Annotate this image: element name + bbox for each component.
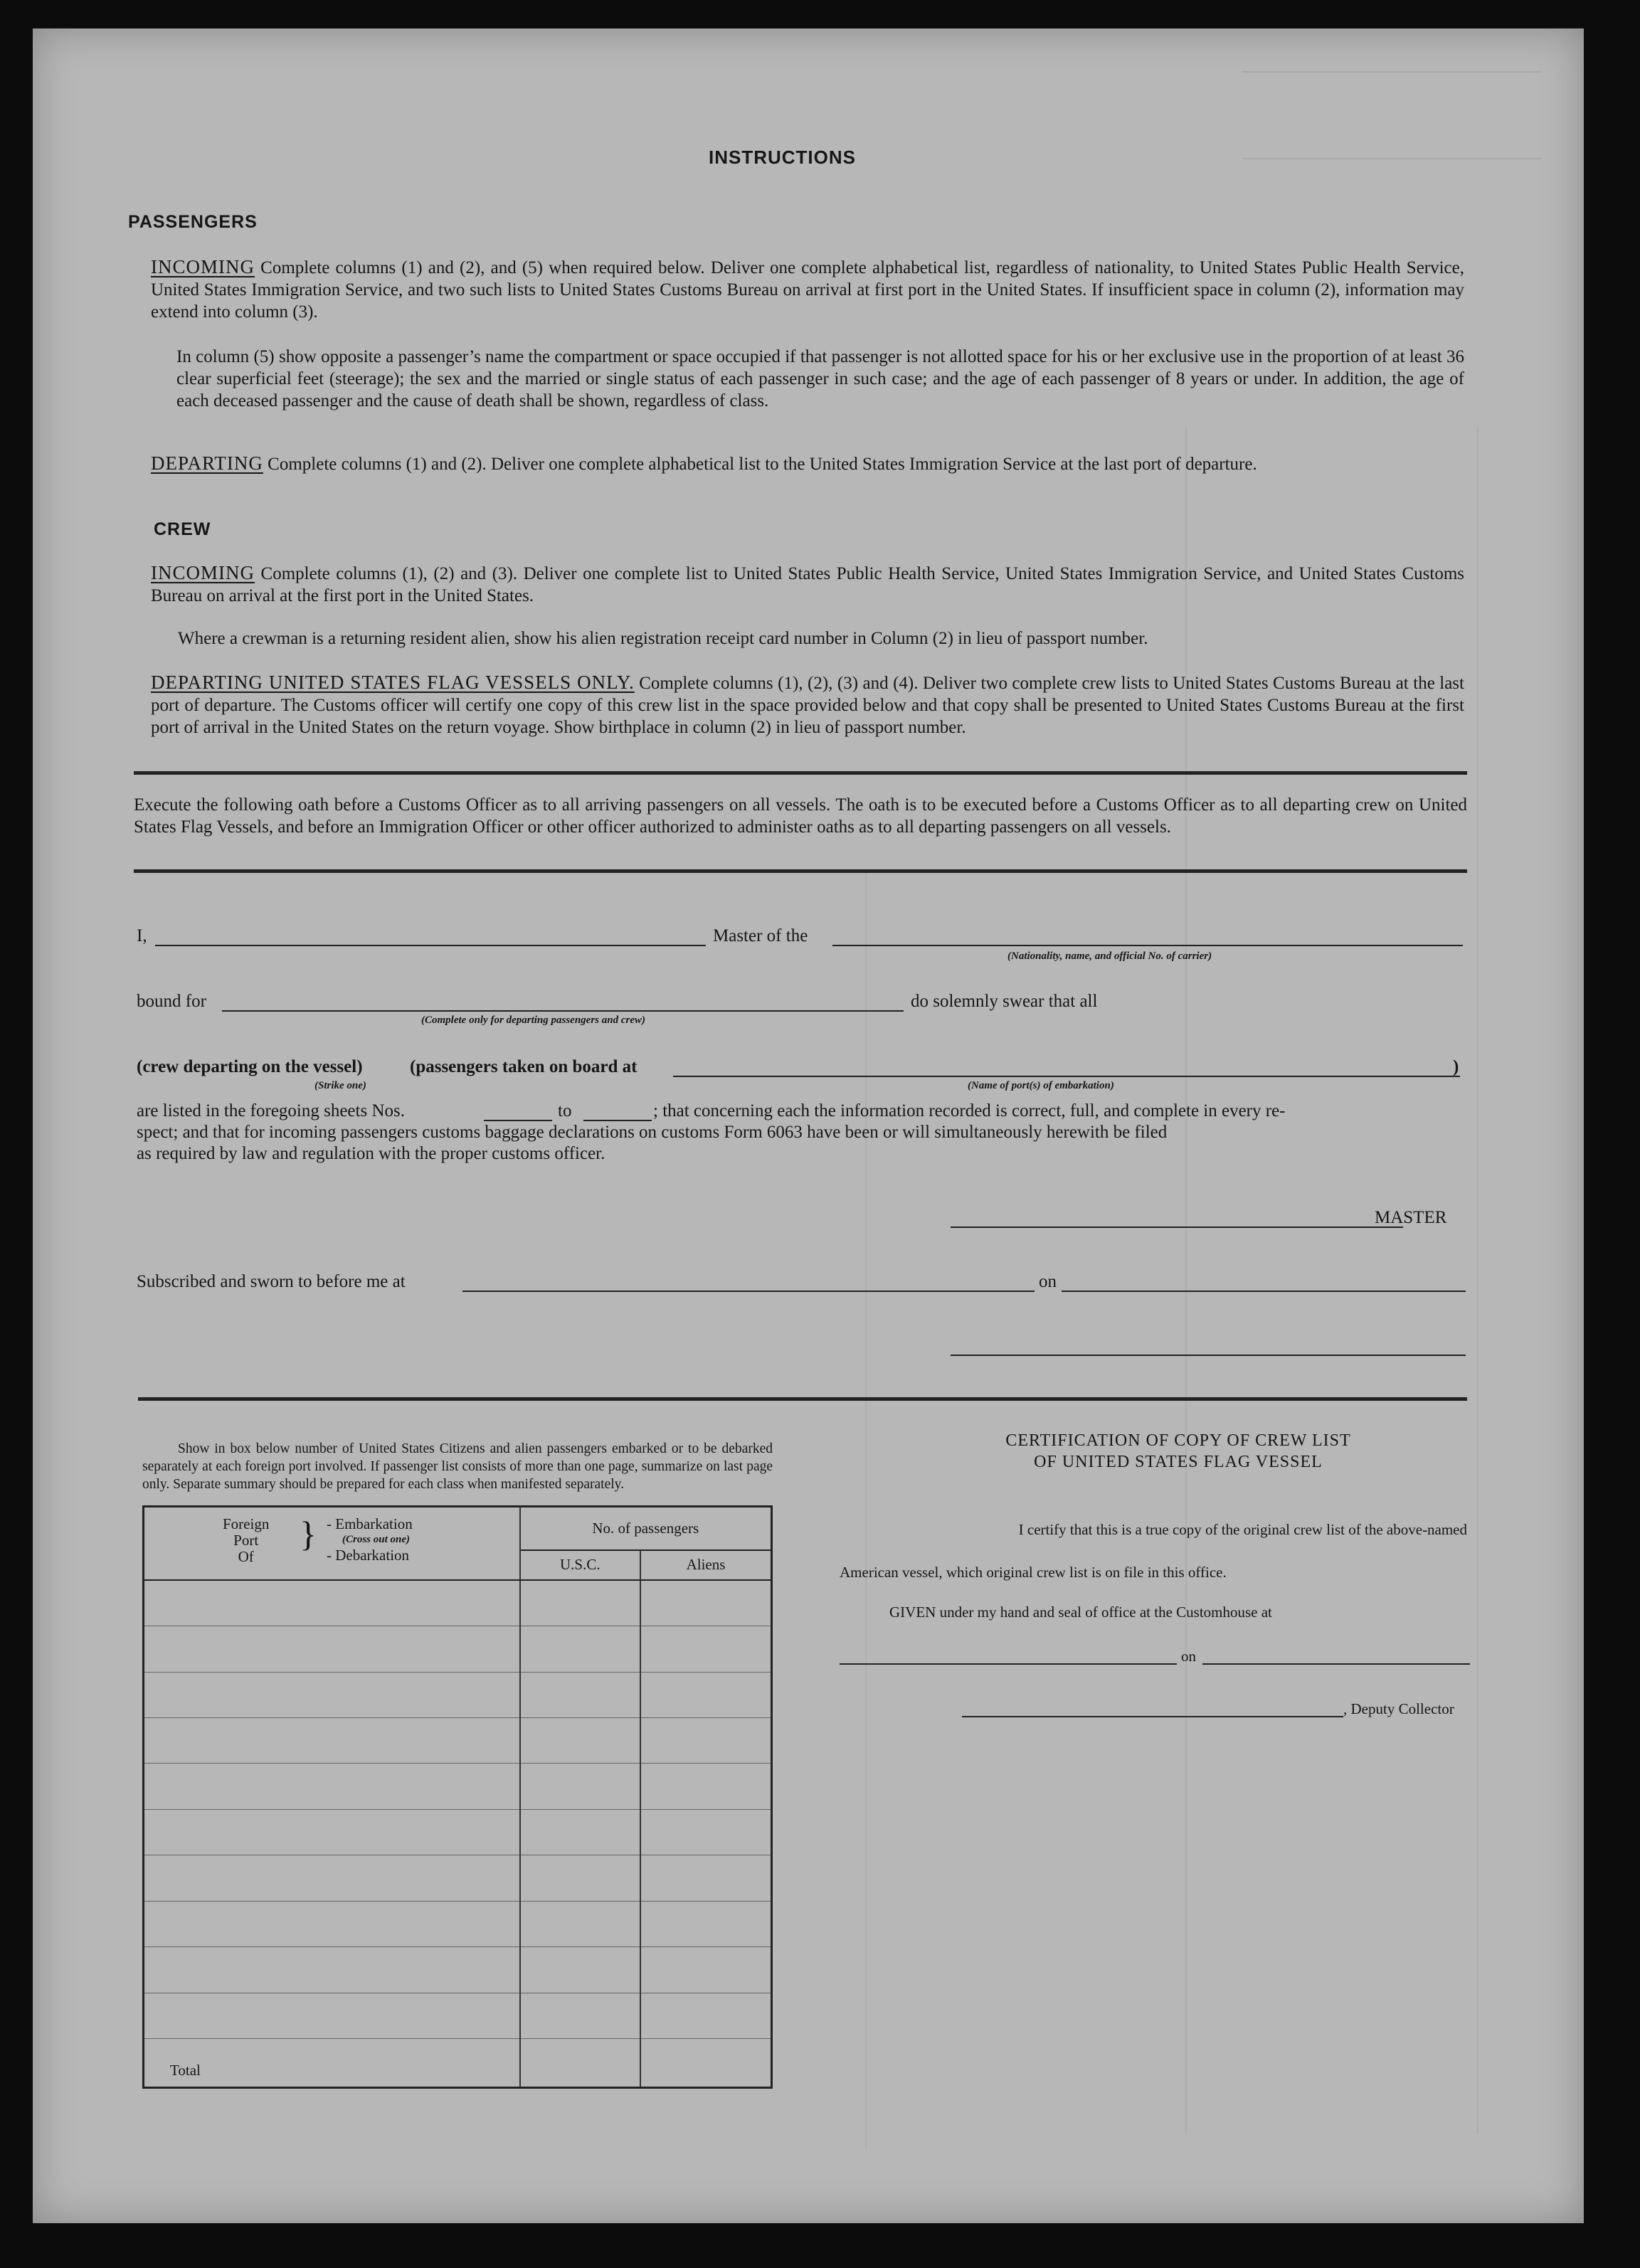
listed-rest-text: ; that concerning each the information recorded is correct, full, and complete in every re- xyxy=(653,1101,1286,1120)
crew-departing-label: DEPARTING UNITED STATES FLAG VESSELS ONLY. xyxy=(151,672,635,693)
port-cell[interactable] xyxy=(144,1855,520,1901)
aliens-cell[interactable] xyxy=(640,1764,771,1809)
strike-one-note: (Strike one) xyxy=(314,1080,366,1091)
section-divider xyxy=(134,869,1467,873)
summary-note: Show in box below number of United States Citizens and alien passengers embarked or to be debarked separately at each foreign port involved. If passenger list consists of more than one page, summarize on last page only. Separate summary should be prepared for each class when manifested separately. xyxy=(142,1441,773,1492)
oath-i-label: I, xyxy=(137,926,147,945)
aliens-cell[interactable] xyxy=(640,1901,771,1946)
usc-cell[interactable] xyxy=(520,1809,641,1855)
cross-out-note: (Cross out one) xyxy=(342,1534,411,1545)
listed-sheets-text: are listed in the foregoing sheets Nos. xyxy=(137,1101,405,1120)
sworn-date-field[interactable] xyxy=(1062,1291,1466,1292)
given-text: GIVEN under my hand and seal of office at the Customhouse at xyxy=(889,1604,1272,1621)
port-cell[interactable] xyxy=(144,1672,520,1717)
usc-header: U.S.C. xyxy=(520,1550,641,1580)
cert-on-label: on xyxy=(1181,1648,1196,1665)
usc-cell[interactable] xyxy=(520,1901,641,1946)
officer-signature-field[interactable] xyxy=(951,1355,1466,1356)
crew-resident-alien-text: Where a crewman is a returning resident alien, show his alien registration receipt card number in Column (2) in lieu of passport number. xyxy=(178,629,1148,648)
bleed-through-mark xyxy=(865,868,867,2148)
sheet-from-field[interactable] xyxy=(484,1120,552,1121)
oath-intro-text: Execute the following oath before a Customs Officer as to all arriving passengers on all vessels. The oath is to be executed before a Customs Officer as to all departing crew on United States Flag Vessels, and before an Immigration Officer or other officer authorized to administer oaths as to all departing passengers on all vessels. xyxy=(134,795,1467,837)
embarkation-port-field[interactable] xyxy=(673,1076,1460,1077)
to-label: to xyxy=(558,1101,572,1120)
close-paren: ) xyxy=(1453,1057,1459,1076)
master-name-field[interactable] xyxy=(155,945,706,946)
carrier-note: (Nationality, name, and official No. of carrier) xyxy=(1007,950,1212,962)
passengers-taken-option[interactable]: (passengers taken on board at xyxy=(410,1057,638,1076)
crew-departing-option[interactable]: (crew departing on the vessel) xyxy=(137,1057,363,1076)
usc-cell[interactable] xyxy=(520,1717,641,1763)
aliens-total-cell[interactable] xyxy=(640,2039,771,2088)
port-cell[interactable] xyxy=(144,1764,520,1809)
certification-title-line-2: OF UNITED STATES FLAG VESSEL xyxy=(1034,1453,1323,1471)
port-label: Port xyxy=(233,1532,259,1549)
embarkation-label[interactable]: - Embarkation xyxy=(327,1515,413,1532)
cert-date-field[interactable] xyxy=(1202,1663,1470,1665)
usc-cell[interactable] xyxy=(520,1855,641,1901)
customhouse-field[interactable] xyxy=(840,1663,1177,1665)
passengers-column5-text: In column (5) show opposite a passenger’s name the compartment or space occupied if that passenger is not allotted space for his or her exclusive use in the proportion of at least 36 clear superficial feet (steerage); the sex and the married or single status of each passenger in such case; and the age of each passenger of 8 years or under. In addition, the age of each deceased passenger and the cause of death shall be shown, regardless of class. xyxy=(176,347,1464,410)
sheet-to-field[interactable] xyxy=(583,1120,652,1121)
deputy-collector-label: , Deputy Collector xyxy=(1343,1700,1454,1717)
port-cell[interactable] xyxy=(144,1580,520,1626)
master-signature-field[interactable] xyxy=(951,1226,1403,1228)
bleed-through-mark xyxy=(1242,71,1541,159)
carrier-field[interactable] xyxy=(832,945,1463,946)
certification-title xyxy=(872,1430,1484,1473)
port-cell[interactable] xyxy=(144,1717,520,1763)
crew-departing-block xyxy=(151,672,1464,738)
passengers-departing-text: Complete columns (1) and (2). Deliver one complete alphabetical list to the United States Immigration Service at the last port of departure. xyxy=(268,455,1257,474)
certification-title-line-1: CERTIFICATION OF COPY OF CREW LIST xyxy=(1005,1431,1351,1450)
crew-departing-text: Complete columns (1), (2), (3) and (4). Deliver two complete crew lists to United States Customs Bureau at the last port of departure. The Customs officer will certify one copy of this crew list in the space provided below and that copy shall be presented to United States Customs Bureau at the first port of arrival in the United States on the return voyage. Show birthplace in column (2) in lieu of passport number. xyxy=(151,674,1464,737)
foreign-label: Foreign xyxy=(223,1515,270,1532)
port-cell[interactable] xyxy=(144,1809,520,1855)
ports-summary-table xyxy=(142,1505,773,2089)
usc-cell[interactable] xyxy=(520,1672,641,1717)
usc-cell[interactable] xyxy=(520,1626,641,1672)
master-of-the-label: Master of the xyxy=(713,926,808,945)
certify-line-2: American vessel, which original crew list is on file in this office. xyxy=(840,1564,1227,1581)
passengers-departing-block xyxy=(151,452,1464,475)
certify-line-1: I certify that this is a true copy of the original crew list of the above-named xyxy=(1018,1521,1467,1538)
debarkation-label[interactable]: - Debarkation xyxy=(327,1547,410,1564)
form-page xyxy=(33,28,1584,2223)
usc-cell[interactable] xyxy=(520,1993,641,2038)
passengers-incoming-label: INCOMING xyxy=(151,256,255,277)
no-of-passengers-header: No. of passengers xyxy=(520,1507,772,1550)
bound-for-label: bound for xyxy=(137,992,206,1011)
aliens-cell[interactable] xyxy=(640,1580,771,1626)
swear-text: do solemnly swear that all xyxy=(911,992,1098,1011)
aliens-cell[interactable] xyxy=(640,1993,771,2038)
aliens-cell[interactable] xyxy=(640,1855,771,1901)
crew-heading: CREW xyxy=(154,519,211,539)
port-cell[interactable] xyxy=(144,1947,520,1993)
aliens-cell[interactable] xyxy=(640,1809,771,1855)
deputy-signature-field[interactable] xyxy=(962,1716,1343,1717)
port-note: (Name of port(s) of embarkation) xyxy=(968,1080,1114,1091)
oath-line-2: spect; and that for incoming passengers customs baggage declarations on customs Form 6063 have been or will simultaneously herewith be filed xyxy=(137,1123,1168,1142)
sworn-place-field[interactable] xyxy=(462,1291,1035,1292)
bleed-through-mark xyxy=(1477,427,1479,2134)
passengers-incoming-text: Complete columns (1) and (2), and (5) when required below. Deliver one complete alphabetical list, regardless of nationality, to United States Public Health Service, United States Immigration Service, and two such lists to United States Customs Bureau on arrival at first port in the United States. If insufficient space in column (2), information may extend into column (3). xyxy=(151,258,1465,322)
aliens-header: Aliens xyxy=(640,1550,771,1580)
passengers-heading: PASSENGERS xyxy=(128,212,258,232)
master-label: MASTER xyxy=(1375,1208,1447,1227)
crew-incoming-text: Complete columns (1), (2) and (3). Deliver one complete list to United States Public Health Service, United States Immigration Service, and United States Customs Bureau on arrival at the first port in the United States. xyxy=(151,564,1465,605)
aliens-cell[interactable] xyxy=(640,1717,771,1763)
usc-total-cell[interactable] xyxy=(520,2039,641,2088)
port-cell[interactable] xyxy=(144,1993,520,2038)
port-cell[interactable] xyxy=(144,1901,520,1946)
passengers-departing-label: DEPARTING xyxy=(151,452,263,474)
usc-cell[interactable] xyxy=(520,1580,641,1626)
bound-for-field[interactable] xyxy=(222,1010,904,1012)
usc-cell[interactable] xyxy=(520,1764,641,1809)
section-divider xyxy=(138,1397,1467,1401)
passengers-incoming-block xyxy=(151,256,1464,323)
aliens-cell[interactable] xyxy=(640,1947,771,1993)
oath-line-3: as required by law and regulation with the proper customs officer. xyxy=(137,1144,605,1163)
crew-incoming-block xyxy=(151,562,1464,607)
port-cell[interactable] xyxy=(144,1626,520,1672)
total-label: Total xyxy=(144,2039,520,2088)
of-label: Of xyxy=(238,1548,254,1565)
crew-incoming-label: INCOMING xyxy=(151,562,255,583)
subscribed-text: Subscribed and sworn to before me at xyxy=(137,1272,406,1291)
aliens-cell[interactable] xyxy=(640,1672,771,1717)
bound-note: (Complete only for departing passengers and crew) xyxy=(421,1014,645,1026)
section-divider xyxy=(134,771,1467,775)
foreign-port-header: Foreign Port Of } - Embarkation (Cross out one) - Debarkation xyxy=(144,1507,520,1581)
aliens-cell[interactable] xyxy=(640,1626,771,1672)
sworn-on-label: on xyxy=(1039,1272,1057,1291)
usc-cell[interactable] xyxy=(520,1947,641,1993)
page-title: INSTRUCTIONS xyxy=(709,147,856,168)
